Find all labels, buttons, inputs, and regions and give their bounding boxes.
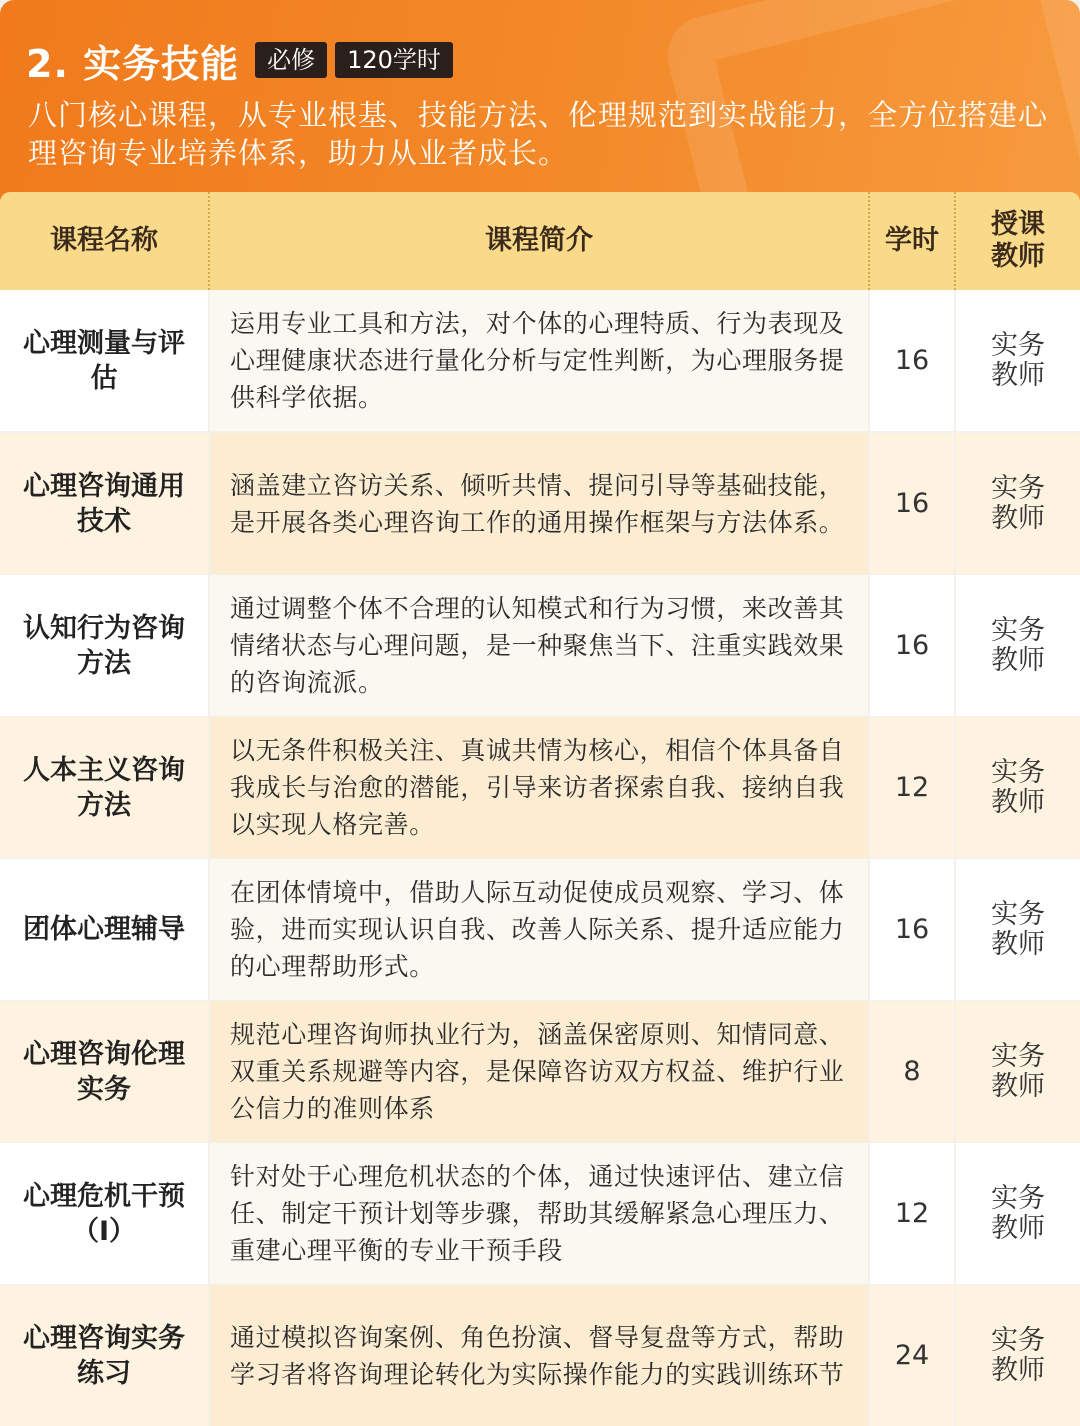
course-intro: 运用专业工具和方法，对个体的心理特质、行为表现及心理健康状态进行量化分析与定性判断，为心理服务提供科学依据。 <box>210 290 868 431</box>
course-hours: 16 <box>870 575 954 716</box>
table-row <box>0 290 1080 431</box>
course-teacher-label: 实务教师 <box>991 472 1045 534</box>
course-hours: 8 <box>870 1001 954 1142</box>
section-title: 2. 实务技能 <box>26 41 240 86</box>
course-teacher-label: 实务教师 <box>991 1040 1045 1102</box>
course-intro: 通过调整个体不合理的认知模式和行为习惯，来改善其情绪状态与心理问题，是一种聚焦当下、注重实践效果的咨询流派。 <box>210 575 868 716</box>
table-header <box>0 192 1080 290</box>
column-header-teacher-label: 授课教师 <box>991 209 1045 272</box>
course-intro: 通过模拟咨询案例、角色扮演、督导复盘等方式，帮助学习者将咨询理论转化为实际操作能力的实践训练环节 <box>210 1285 868 1426</box>
course-name: 心理测量与评估 <box>0 290 208 431</box>
course-name: 认知行为咨询方法 <box>0 575 208 716</box>
course-hours: 12 <box>870 717 954 858</box>
table-row <box>0 717 1080 858</box>
course-teacher <box>956 1001 1080 1142</box>
column-header-intro: 课程简介 <box>208 192 868 290</box>
course-intro: 涵盖建立咨访关系、倾听共情、提问引导等基础技能，是开展各类心理咨询工作的通用操作框架与方法体系。 <box>210 433 868 574</box>
course-name: 心理危机干预（I） <box>0 1143 208 1284</box>
title-row <box>26 38 461 86</box>
column-header-hours: 学时 <box>868 192 954 290</box>
course-intro: 在团体情境中，借助人际互动促使成员观察、学习、体验，进而实现认识自我、改善人际关系、提升适应能力的心理帮助形式。 <box>210 859 868 1000</box>
column-header-teacher <box>954 192 1080 290</box>
course-hours: 16 <box>870 290 954 431</box>
course-intro: 规范心理咨询师执业行为，涵盖保密原则、知情同意、双重关系规避等内容，是保障咨访双方权益、维护行业公信力的准则体系 <box>210 1001 868 1142</box>
table-row <box>0 575 1080 716</box>
required-tag: 必修 <box>255 42 327 78</box>
course-teacher <box>956 433 1080 574</box>
course-table <box>0 192 1080 1426</box>
course-name: 心理咨询实务练习 <box>0 1285 208 1426</box>
course-teacher-label: 实务教师 <box>991 1182 1045 1244</box>
course-name: 人本主义咨询方法 <box>0 717 208 858</box>
course-teacher <box>956 575 1080 716</box>
table-row <box>0 1143 1080 1284</box>
course-hours: 16 <box>870 433 954 574</box>
course-name: 心理咨询通用技术 <box>0 433 208 574</box>
course-teacher-label: 实务教师 <box>991 614 1045 676</box>
course-name: 心理咨询伦理实务 <box>0 1001 208 1142</box>
section-header <box>0 0 1080 200</box>
table-row <box>0 1001 1080 1142</box>
course-teacher-label: 实务教师 <box>991 898 1045 960</box>
course-teacher-label: 实务教师 <box>991 756 1045 818</box>
course-teacher <box>956 1143 1080 1284</box>
course-teacher <box>956 290 1080 431</box>
section-description: 八门核心课程，从专业根基、技能方法、伦理规范到实战能力，全方位搭建心理咨询专业培养体系，助力从业者成长。 <box>28 98 1049 170</box>
course-intro: 针对处于心理危机状态的个体，通过快速评估、建立信任、制定干预计划等步骤，帮助其缓解紧急心理压力、重建心理平衡的专业干预手段 <box>210 1143 868 1284</box>
course-hours: 16 <box>870 859 954 1000</box>
course-teacher <box>956 859 1080 1000</box>
table-row <box>0 859 1080 1000</box>
course-intro: 以无条件积极关注、真诚共情为核心，相信个体具备自我成长与治愈的潜能，引导来访者探索自我、接纳自我以实现人格完善。 <box>210 717 868 858</box>
table-row <box>0 1285 1080 1426</box>
course-teacher <box>956 1285 1080 1426</box>
course-name: 团体心理辅导 <box>0 859 208 1000</box>
course-hours: 24 <box>870 1285 954 1426</box>
course-hours: 12 <box>870 1143 954 1284</box>
hours-tag: 120学时 <box>335 42 453 78</box>
column-header-name: 课程名称 <box>50 225 158 256</box>
course-teacher-label: 实务教师 <box>991 1324 1045 1386</box>
course-teacher-label: 实务教师 <box>991 329 1045 391</box>
course-teacher <box>956 717 1080 858</box>
table-row <box>0 433 1080 574</box>
